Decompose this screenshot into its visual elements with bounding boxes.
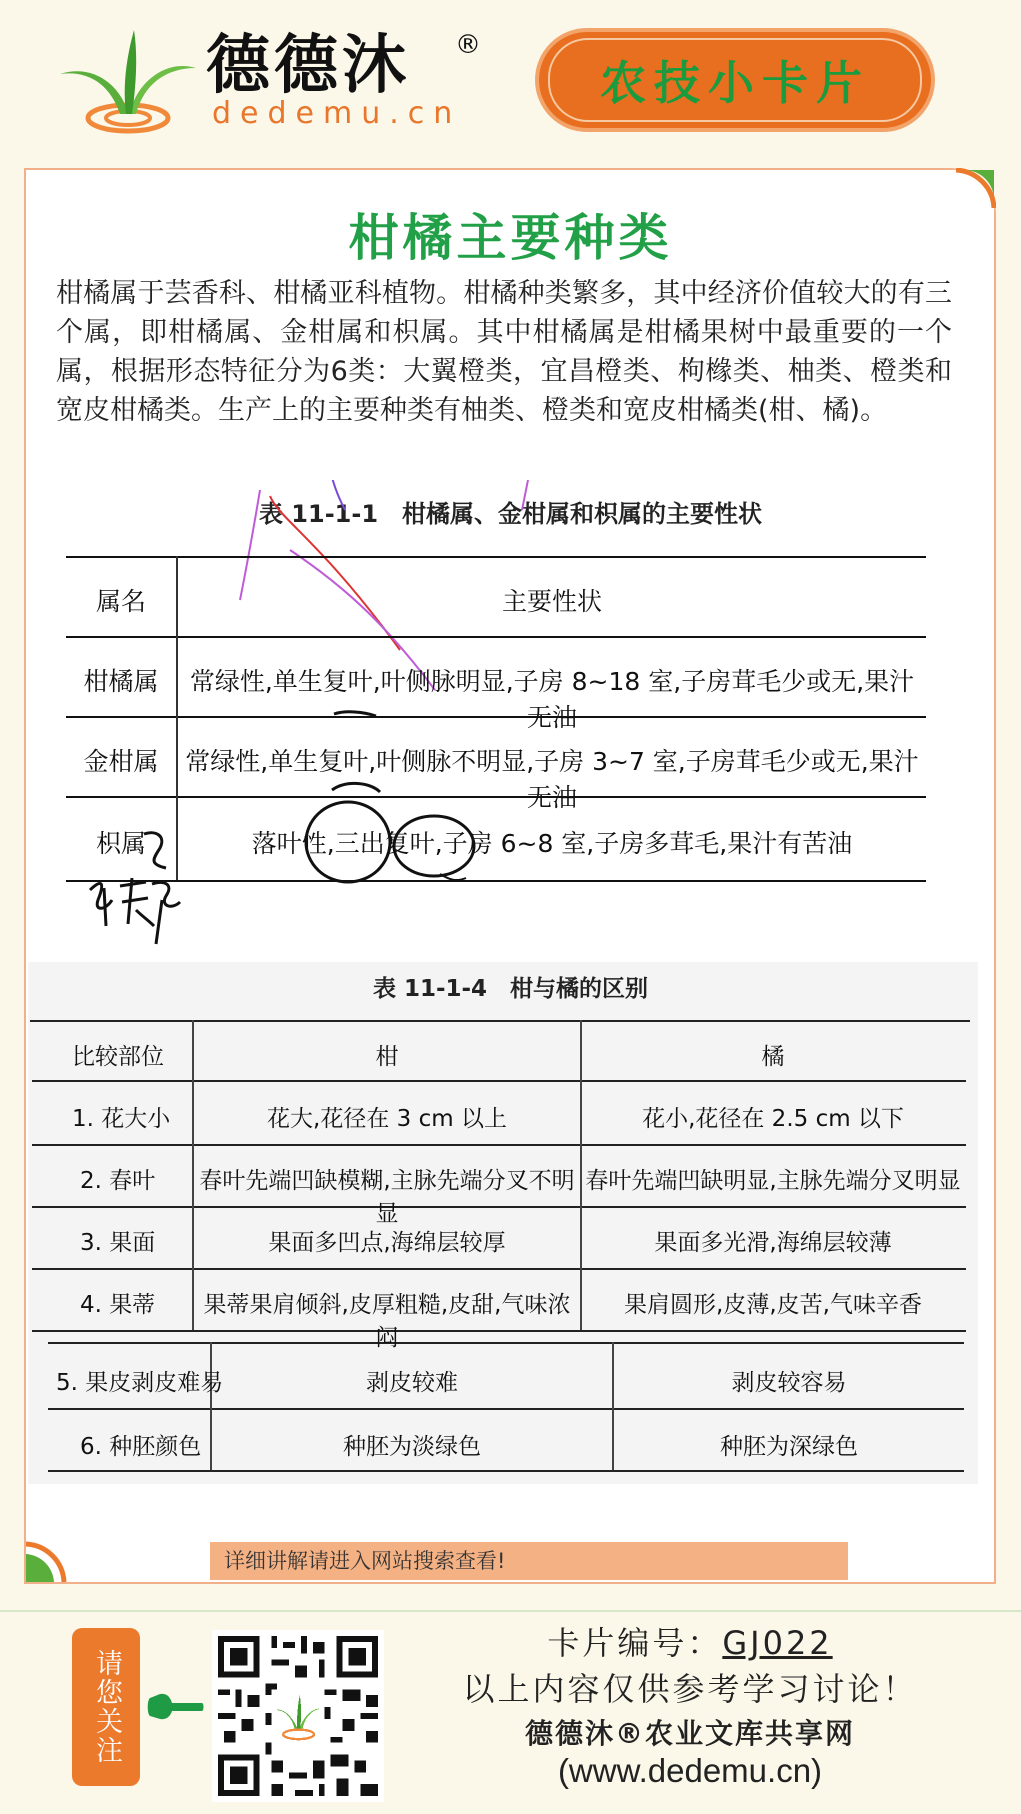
table2-rule [32,1268,966,1270]
card-type-badge [535,28,935,132]
table2-cell-gan: 果面多凹点,海绵层较厚 [268,1230,506,1256]
table1-rule-bottom [66,880,926,882]
disclaimer-text: 以上内容仅供参考学习讨论！ [462,1670,918,1708]
table2-header-ju: 橘 [761,1044,785,1070]
brand-name: 德德沐 [206,29,410,103]
brand-registered-mark: ® [455,30,481,60]
table2-cell-part: 4. 果蒂 [80,1292,156,1318]
table2-cell-gan: 种胚为淡绿色 [343,1434,481,1460]
table2-rule-top [30,1020,970,1022]
table2-cell-ju: 果面多光滑,海绵层较薄 [654,1230,892,1256]
table2-cell-gan: 剥皮较难 [366,1370,458,1396]
site-url-link[interactable]: (www.dedemu.cn) [557,1752,823,1789]
follow-us-badge: 请您关注 [72,1628,140,1786]
library-name: 德德沐®农业文库共享网 [524,1717,855,1750]
table2-cell-part: 3. 果面 [80,1230,156,1256]
table2-cell-part: 1. 花大小 [72,1106,171,1132]
table1-cell-genus: 柑橘属 [83,667,159,696]
corner-decoration-bottom-left [24,1538,70,1584]
card-id-value: GJ022 [722,1624,833,1662]
table1-cell-genus: 枳属 [95,829,146,858]
table2-header-gan: 柑 [375,1044,399,1070]
table2-cell-ju: 剥皮较容易 [731,1370,847,1396]
table1-cell-traits: 常绿性,单生复叶,叶侧脉明显,子房 8~18 室,子房茸毛少或无,果汁无油 [189,667,915,732]
brand-logo-icon [58,22,198,140]
table1-cell-traits: 落叶性,三出复叶,子房 6~8 室,子房多茸毛,果汁有苦油 [251,829,853,858]
table2-cell-part: 6. 种胚颜色 [80,1434,202,1460]
table2-cell-part: 2. 春叶 [80,1168,156,1194]
table1-caption: 表 11-1-1 柑橘属、金柑属和枳属的主要性状 [258,500,763,528]
table2-caption: 表 11-1-4 柑与橘的区别 [372,976,649,1002]
table2-rule [32,1144,966,1146]
table2-cell-gan: 果蒂果肩倾斜,皮厚粗糙,皮甜,气味浓闷 [203,1292,571,1351]
table2-cell-ju: 花小,花径在 2.5 cm 以下 [642,1106,904,1132]
table1-rule-top [66,556,926,558]
table2-cell-ju: 春叶先端凹缺明显,主脉先端分叉明显 [585,1168,961,1194]
page-title: 柑橘主要种类 [348,209,673,267]
table2-rule [48,1408,964,1410]
table1-header-genus: 属名 [95,587,146,616]
table1-cell-traits: 常绿性,单生复叶,叶侧脉不明显,子房 3~7 室,子房茸毛少或无,果汁无油 [185,747,919,812]
brand-url: dedemu.cn [212,96,462,131]
card-id-label: 卡片编号： [547,1624,723,1662]
card-type-label: 农技小卡片 [600,56,870,110]
table2-rule [32,1080,966,1082]
table2-cell-part: 5. 果皮剥皮难易 [56,1370,224,1396]
card-id-row [400,1618,980,1664]
table2-header-part: 比较部位 [72,1044,164,1070]
table2-cell-ju: 果肩圆形,皮薄,皮苦,气味辛香 [624,1292,922,1318]
table2-rule-bottom [48,1470,964,1472]
table1-cell-genus: 金柑属 [83,747,159,776]
table2-cell-ju: 种胚为深绿色 [720,1434,858,1460]
table1-header-traits: 主要性状 [501,587,602,616]
table2-cell-gan: 春叶先端凹缺模糊,主脉先端分叉不明显 [199,1168,575,1227]
table2-cell-gan: 花大,花径在 3 cm 以上 [267,1106,507,1132]
qr-code-icon[interactable] [212,1630,384,1802]
detail-note-banner: 详细讲解请进入网站搜索查看! [210,1542,848,1580]
pointing-hand-icon [146,1690,204,1722]
intro-paragraph: 柑橘属于芸香科、柑橘亚科植物。柑橘种类繁多，其中经济价值较大的有三个属，即柑橘属、金柑属和枳属。其中柑橘属是柑橘果树中最重要的一个属，根据形态特征分为6类：大翼橙类，宜昌橙类、枸橼类、柚类、橙类和宽皮柑橘类。生产上的主要种类有柚类、橙类和宽皮柑橘类(柑、橘)。 [56,278,952,426]
bottom-divider [0,1610,1021,1612]
table1-rule [66,636,926,638]
